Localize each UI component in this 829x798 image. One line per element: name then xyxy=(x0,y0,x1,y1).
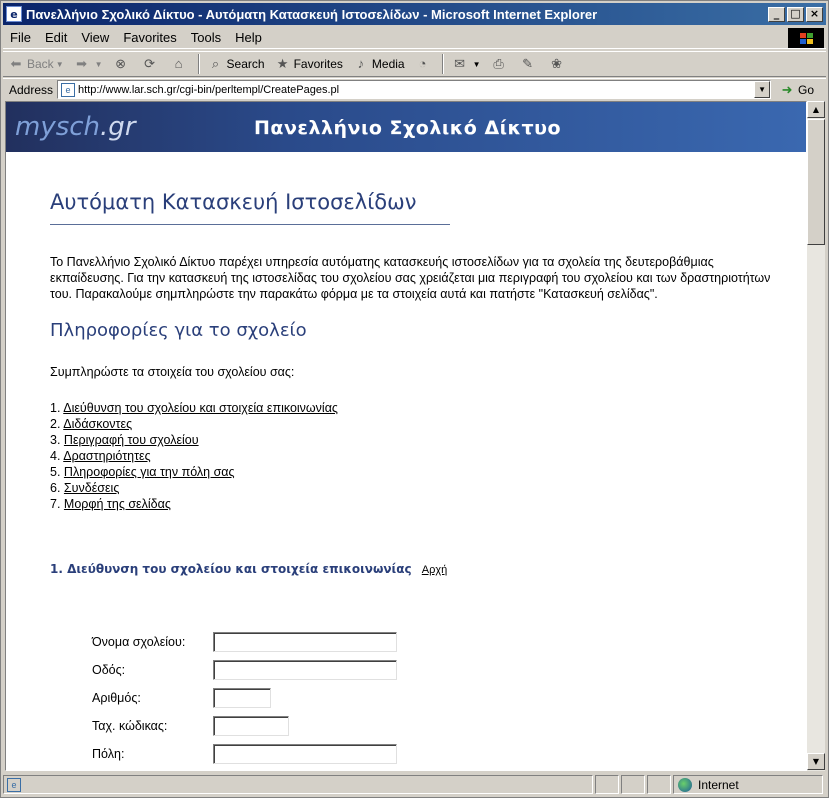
status-cell xyxy=(621,775,645,794)
status-cell xyxy=(595,775,619,794)
toc-number: 3. xyxy=(50,433,61,447)
zone-label: Internet xyxy=(698,777,739,792)
mail-button[interactable] xyxy=(447,53,486,75)
menu-file[interactable]: File xyxy=(10,30,31,45)
address-bar xyxy=(3,78,826,100)
scroll-up-icon[interactable]: ▲ xyxy=(807,101,825,118)
postal-code-input[interactable] xyxy=(213,716,289,736)
toc-link-links[interactable]: Συνδέσεις xyxy=(63,481,120,495)
intro-paragraph: Το Πανελλήνιο Σχολικό Δίκτυο παρέχει υπηρεσία αυτόματης κατασκευής ιστοσελίδων για τα σχολεία της δευτεροβάθμιας εκπαίδευσης. Για την κατασκευή της ιστοσελίδας του σχολείου σας χρειάζεται μια περιγραφή του σχολείου και των δραστηριοτήτων του. Παρακαλούμε σημπληρώστε την παρακάτω φόρμα με τα στοιχεία αυτά και πατήστε "Κατασκευή σελίδας". xyxy=(50,255,771,301)
back-label: Back xyxy=(27,57,54,71)
home-button[interactable] xyxy=(166,53,195,75)
messenger-icon: ❀ xyxy=(551,56,562,71)
toolbar xyxy=(3,51,826,77)
banner-title: Πανελλήνιο Σχολικό Δίκτυο xyxy=(254,117,562,139)
history-button[interactable] xyxy=(410,53,439,75)
school-name-label: Όνομα σχολείου: xyxy=(92,635,186,649)
form-row-city xyxy=(92,744,397,764)
back-arrow-icon: ⬅ xyxy=(10,56,22,71)
title-divider xyxy=(50,224,450,225)
scroll-down-icon[interactable]: ▼ xyxy=(807,753,825,770)
search-button[interactable] xyxy=(203,53,270,75)
menu-favorites[interactable]: Favorites xyxy=(123,30,177,45)
mail-icon: ✉ xyxy=(454,56,466,71)
stop-button[interactable] xyxy=(108,53,137,75)
media-label: Media xyxy=(371,57,405,71)
go-button[interactable] xyxy=(779,82,814,98)
street-input[interactable] xyxy=(213,660,397,680)
search-label: Search xyxy=(226,57,265,71)
toc-item xyxy=(50,496,338,512)
form-row-postal-code xyxy=(92,716,289,736)
site-logo[interactable] xyxy=(15,112,136,142)
globe-icon xyxy=(678,778,692,792)
address-dropdown-icon[interactable]: ▼ xyxy=(754,81,770,98)
form-row-number xyxy=(92,688,271,708)
refresh-button[interactable] xyxy=(137,53,166,75)
media-icon: ♪ xyxy=(357,56,365,71)
back-to-top-link[interactable]: Αρχή xyxy=(421,564,448,576)
form-row-street xyxy=(92,660,397,680)
print-button[interactable] xyxy=(486,53,515,75)
logo-suffix: .gr xyxy=(100,112,136,142)
window-title: Πανελλήνιο Σχολικό Δίκτυο - Αυτόματη Κατασκευή Ιστοσελίδων - Microsoft Internet Explorer xyxy=(26,6,598,22)
status-cell xyxy=(647,775,671,794)
windows-flag-icon xyxy=(788,28,824,48)
toc-link-page-format[interactable]: Μορφή της σελίδας xyxy=(63,497,171,511)
ie-logo-icon: e xyxy=(6,6,22,22)
toc-item xyxy=(50,448,338,464)
toc-item xyxy=(50,400,338,416)
go-label: Go xyxy=(798,82,815,97)
address-input[interactable] xyxy=(57,80,771,99)
address-section-heading xyxy=(50,562,447,576)
toc-link-teachers[interactable]: Διδάσκοντες xyxy=(63,417,133,431)
address-url[interactable]: http://www.lar.sch.gr/cgi-bin/perltempl/CreatePages.pl xyxy=(78,83,340,96)
logo-main: mysch xyxy=(15,112,101,142)
menu-help[interactable]: Help xyxy=(235,30,262,45)
toc-link-activities[interactable]: Δραστηριότητες xyxy=(63,449,151,463)
refresh-icon: ⟳ xyxy=(144,56,155,71)
page-title: Αυτόματη Κατασκευή Ιστοσελίδων xyxy=(50,190,417,214)
title-bar xyxy=(3,3,826,25)
status-text-cell xyxy=(3,775,593,794)
city-input[interactable] xyxy=(213,744,397,764)
address-section-title: 1. Διεύθυνση του σχολείου και στοιχεία επικοινωνίας xyxy=(50,562,412,576)
home-icon: ⌂ xyxy=(174,56,183,71)
number-input[interactable] xyxy=(213,688,271,708)
edit-button[interactable] xyxy=(515,53,544,75)
security-zone xyxy=(673,775,823,794)
vertical-scrollbar[interactable] xyxy=(807,101,825,771)
city-label: Πόλη: xyxy=(92,747,125,761)
toc-link-city-info[interactable]: Πληροφορίες για την πόλη σας xyxy=(63,465,235,479)
menu-view[interactable]: View xyxy=(81,30,110,45)
forward-arrow-icon: ➡ xyxy=(76,56,88,71)
back-button[interactable] xyxy=(3,53,69,75)
toc-number: 1. xyxy=(50,401,61,415)
toc-link-description[interactable]: Περιγραφή του σχολείου xyxy=(63,433,199,447)
forward-button[interactable] xyxy=(69,53,108,75)
toolbar-separator xyxy=(442,54,444,74)
school-name-input[interactable] xyxy=(213,632,397,652)
favorites-label: Favorites xyxy=(293,57,343,71)
page-status-icon: e xyxy=(7,778,21,792)
mail-dropdown-icon[interactable]: ▼ xyxy=(472,59,481,69)
table-of-contents xyxy=(50,400,338,512)
search-icon: ⌕ xyxy=(211,56,220,71)
street-label: Οδός: xyxy=(92,663,126,677)
section-title: Πληροφορίες για το σχολείο xyxy=(50,320,307,341)
toc-number: 6. xyxy=(50,481,61,495)
toc-number: 5. xyxy=(50,465,61,479)
scrollbar-thumb[interactable] xyxy=(807,119,825,245)
toolbar-separator xyxy=(198,54,200,74)
menu-tools[interactable]: Tools xyxy=(190,30,222,45)
toc-number: 4. xyxy=(50,449,61,463)
toc-link-address[interactable]: Διεύθυνση του σχολείου και στοιχεία επικοινωνίας xyxy=(63,401,338,415)
maximize-button[interactable]: □ xyxy=(787,7,804,22)
back-dropdown-icon[interactable]: ▼ xyxy=(55,59,64,69)
toc-number: 2. xyxy=(50,417,61,431)
minimize-button[interactable]: _ xyxy=(768,7,785,22)
stop-icon: ⊗ xyxy=(115,56,126,71)
content-viewport xyxy=(5,101,807,771)
toc-item xyxy=(50,432,338,448)
toc-number: 7. xyxy=(50,497,61,511)
page-icon: e xyxy=(61,83,75,97)
print-icon: ⎙ xyxy=(493,56,504,71)
instructions-text: Συμπληρώστε τα στοιχεία του σχολείου σας: xyxy=(50,365,295,379)
site-banner xyxy=(6,102,806,152)
number-label: Αριθμός: xyxy=(92,691,141,705)
menu-edit[interactable]: Edit xyxy=(44,30,68,45)
media-button[interactable] xyxy=(348,53,410,75)
address-label: Address xyxy=(9,82,54,97)
toc-item xyxy=(50,416,338,432)
edit-icon: ✎ xyxy=(522,56,533,71)
forward-dropdown-icon[interactable]: ▼ xyxy=(94,59,103,69)
close-button[interactable]: × xyxy=(806,7,823,22)
history-icon: ◔ xyxy=(418,56,427,71)
postal-code-label: Ταχ. κώδικας: xyxy=(92,719,168,733)
go-arrow-icon: ➜ xyxy=(781,81,793,97)
menu-bar xyxy=(3,27,826,49)
form-row-school-name xyxy=(92,632,397,652)
toc-item xyxy=(50,480,338,496)
favorites-star-icon: ★ xyxy=(276,56,289,71)
messenger-button[interactable] xyxy=(544,53,573,75)
toc-item xyxy=(50,464,338,480)
status-bar xyxy=(3,774,826,795)
favorites-button[interactable] xyxy=(270,53,348,75)
